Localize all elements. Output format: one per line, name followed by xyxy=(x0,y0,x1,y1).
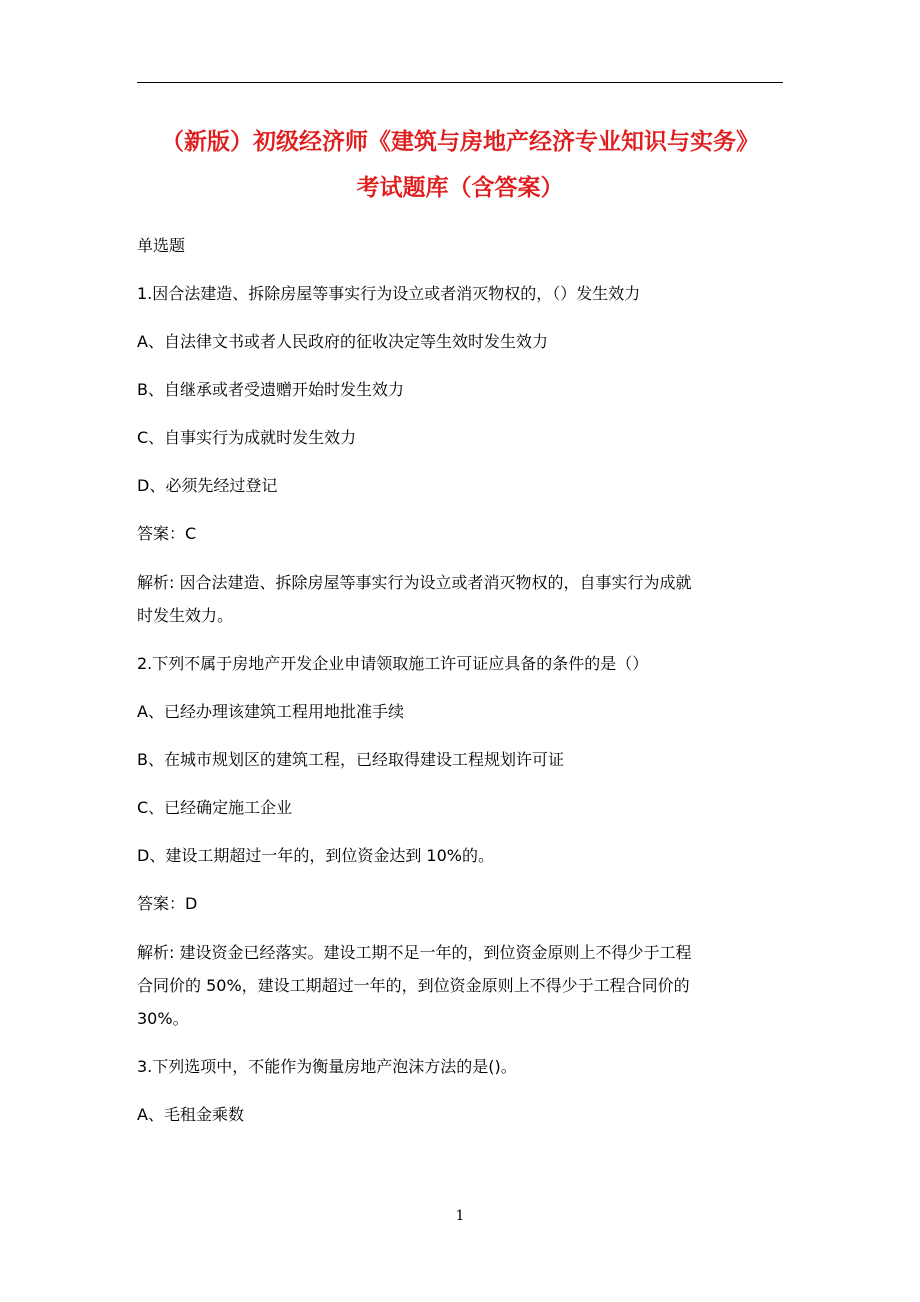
question-2: 2.下列不属于房地产开发企业申请领取施工许可证应具备的条件的是（） xyxy=(137,654,649,673)
question-1-analysis xyxy=(137,558,787,640)
document-body xyxy=(137,222,787,1139)
question-1-option-c: C、自事实行为成就时发生效力 xyxy=(137,428,357,447)
question-1-answer: 答案：C xyxy=(137,524,197,543)
question-1-option-b: B、自继承或者受遗赠开始时发生效力 xyxy=(137,380,404,399)
question-3: 3.下列选项中，不能作为衡量房地产泡沫方法的是()。 xyxy=(137,1057,517,1076)
question-2-analysis-line: 解析: 建设资金已经落实。建设工期不足一年的，到位资金原则上不得少于工程 xyxy=(137,943,692,962)
question-1-option-a: A、自法律文书或者人民政府的征收决定等生效时发生效力 xyxy=(137,332,548,351)
document-title-line2: 考试题库（含答案） xyxy=(356,175,564,201)
question-2-option-c: C、已经确定施工企业 xyxy=(137,798,293,817)
header-rule xyxy=(137,82,783,83)
document-title-line1: （新版）初级经济师《建筑与房地产经济专业知识与实务》 xyxy=(161,129,759,155)
question-2-answer: 答案：D xyxy=(137,894,198,913)
question-2-analysis-line: 30%。 xyxy=(137,1009,189,1028)
question-2-analysis xyxy=(137,928,787,1043)
section-label: 单选题 xyxy=(137,236,186,255)
question-1-analysis-line: 解析: 因合法建造、拆除房屋等事实行为设立或者消灭物权的，自事实行为成就 xyxy=(137,573,692,592)
question-2-option-a: A、已经办理该建筑工程用地批准手续 xyxy=(137,702,404,721)
question-1: 1.因合法建造、拆除房屋等事实行为设立或者消灭物权的，（）发生效力 xyxy=(137,284,641,303)
question-3-option-a: A、毛租金乘数 xyxy=(137,1105,244,1124)
question-2-option-d: D、建设工期超过一年的，到位资金达到 10%的。 xyxy=(137,846,494,865)
question-2-option-b: B、在城市规划区的建筑工程，已经取得建设工程规划许可证 xyxy=(137,750,564,769)
question-1-option-d: D、必须先经过登记 xyxy=(137,476,278,495)
page-number: 1 xyxy=(455,1208,465,1224)
question-1-analysis-line: 时发生效力。 xyxy=(137,606,234,625)
question-2-analysis-line: 合同价的 50%，建设工期超过一年的，到位资金原则上不得少于工程合同价的 xyxy=(137,976,690,995)
